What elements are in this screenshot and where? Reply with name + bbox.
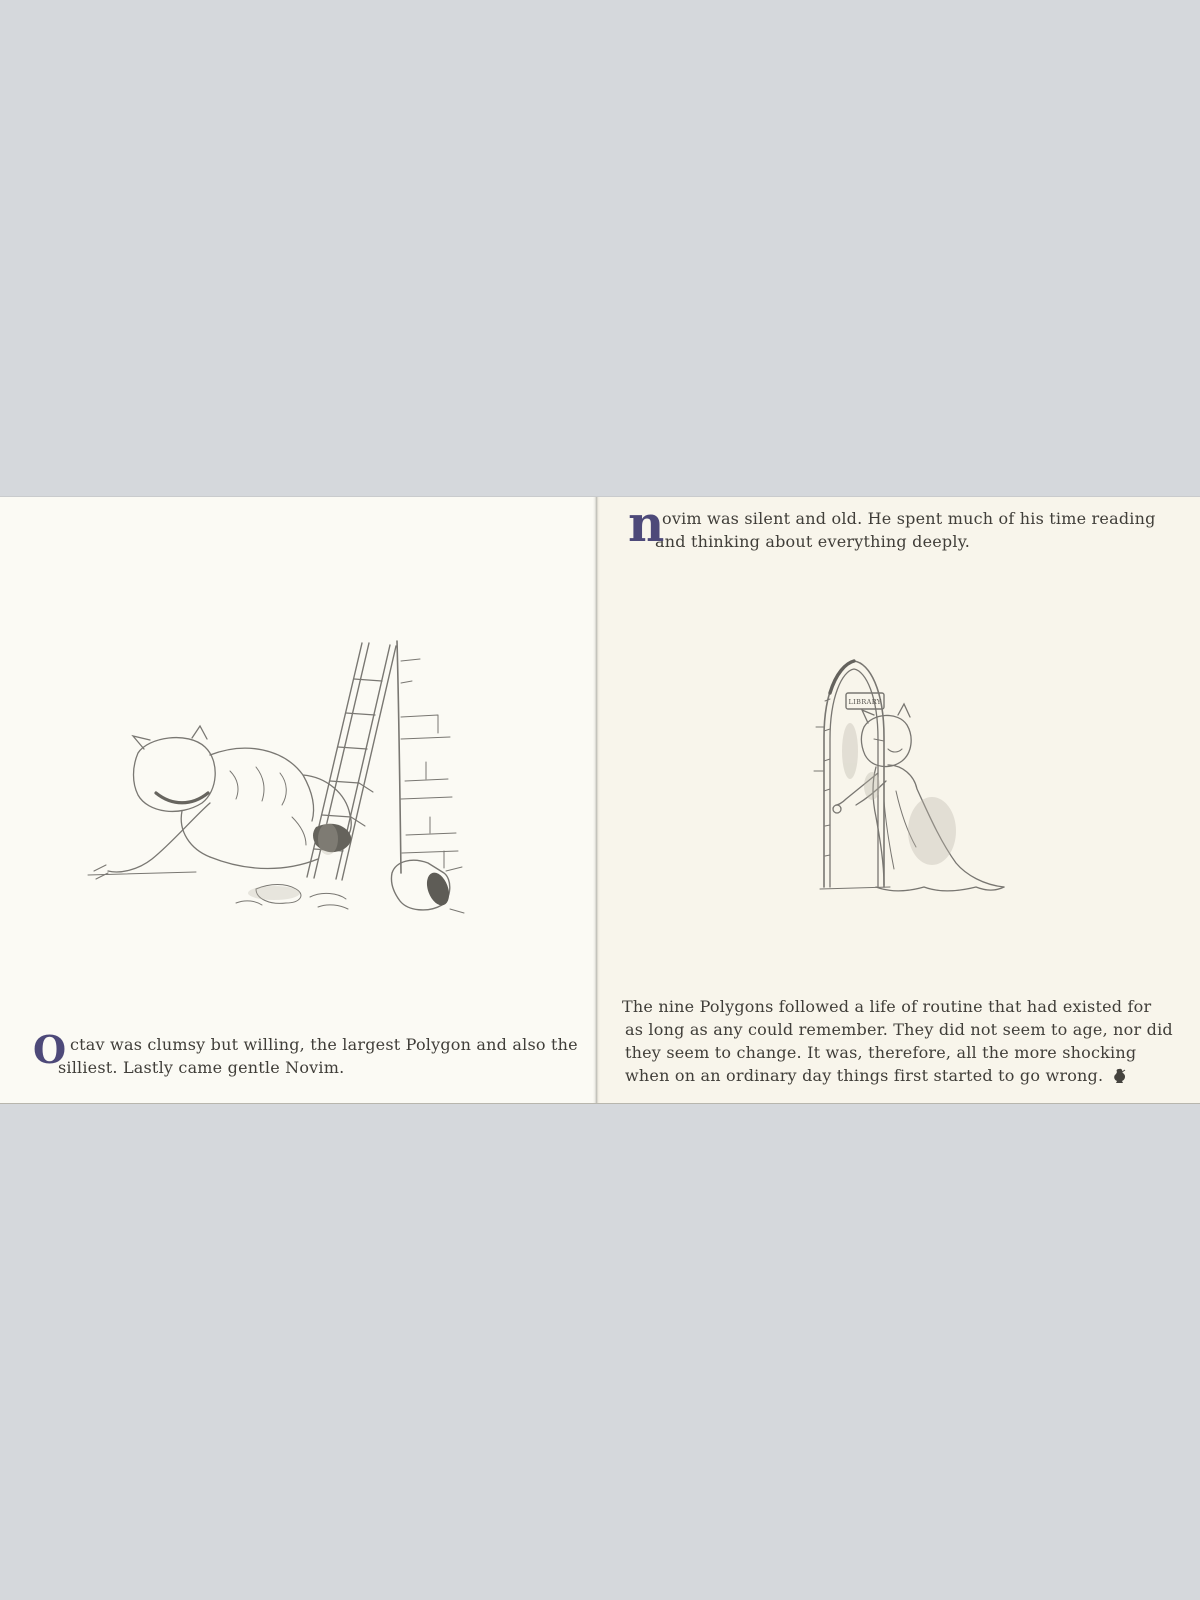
caption-line-2: silliest. Lastly came gentle Novim. [58, 1058, 345, 1077]
paragraph-line-4-row [625, 1064, 1172, 1087]
pencil-shading [842, 723, 956, 865]
drop-cap-o: O [33, 1027, 67, 1072]
end-mark-icon [1113, 1068, 1126, 1084]
intro-line-1: ovim was silent and old. He spent much of his time reading [662, 509, 1156, 528]
library-sign-text: LIBRARY [848, 698, 882, 706]
octav-fallen-illustration [60, 621, 540, 921]
book-spread [0, 496, 1200, 1104]
pencil-shading [248, 823, 338, 900]
page-gutter [593, 497, 600, 1103]
novim-intro-paragraph [628, 494, 1178, 553]
paragraph-line-1: The nine Polygons followed a life of routine that had existed for [622, 997, 1152, 1016]
octav-caption-paragraph [33, 1027, 578, 1079]
paragraph-line-2: as long as any could remember. They did not seem to age, nor did [625, 1020, 1173, 1039]
paragraph-line-4: when on an ordinary day things first started to go wrong. [625, 1066, 1104, 1085]
paragraph-line-3: they seem to change. It was, therefore, all the more shocking [625, 1043, 1137, 1062]
intro-line-2: and thinking about everything deeply. [655, 532, 971, 551]
caption-line-1: ctav was clumsy but willing, the largest Polygon and also the [70, 1035, 578, 1054]
drop-cap-n: n [628, 494, 665, 553]
novim-library-door-illustration [780, 641, 1100, 901]
routine-paragraph [622, 995, 1172, 1087]
